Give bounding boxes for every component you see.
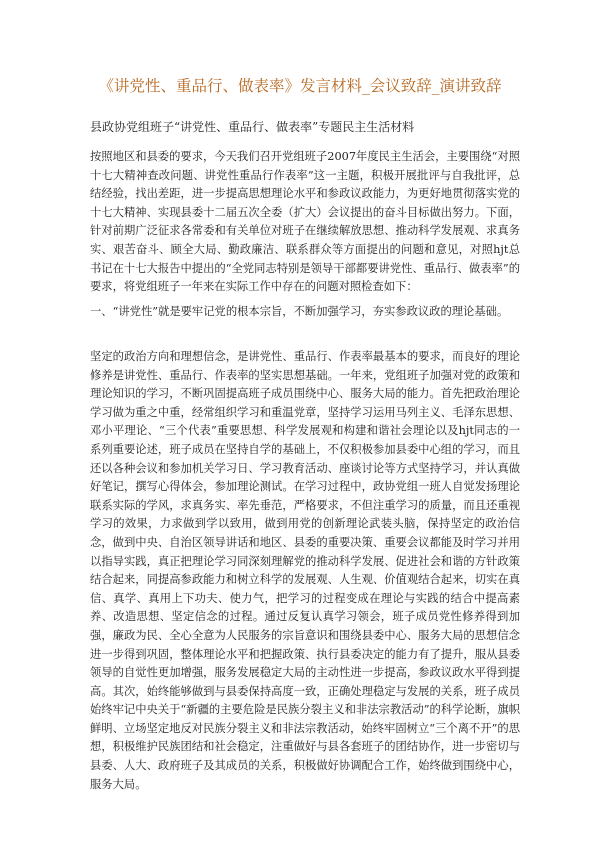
section-one-heading: 一、“讲党性”就是要牢记党的根本宗旨，不断加强学习，夯实参政议政的理论基础。	[90, 305, 509, 318]
intro-paragraph: 按照地区和县委的要求，今天我们召开党组班子2007年度民主生活会，主要围绕“对照十七大精神查改问题、讲党性重品行作表率”这一主题，积极开展批评与自我批评，总结经验，找出差距，进一步提高思想理论水平和参政议政能力，为更好地贯彻落实党的十七大精神、实现县委十二届五次全委（扩大）会议提出的奋斗目标做出努力。下面，针对前期广泛征求各常委和有关单位对班子在继续解放思想、推动科学发展观、求真务实、艰苦奋斗、顾全大局、勤政廉洁、联系群众等方面提出的问题和意见，对照hjt总书记在十七大报告中提出的“全党同志特别是领导干部都要讲党性、重品行、做表率”的要求，将党组班子一年来在实际工作中存在的问题对照检查如下：	[90, 150, 520, 294]
document-subtitle: 县政协党组班子“讲党性、重品行、做表率”专题民主生活材料	[90, 120, 415, 134]
document-title: 《讲党性、重品行、做表率》发言材料_会议致辞_演讲致辞	[98, 77, 502, 95]
body-paragraph: 坚定的政治方向和理想信念，是讲党性、重品行、作表率最基本的要求，而良好的理论修养是讲党性、重品行、作表率的坚实思想基础。一年来，党组班子加强对党的政策和理论知识的学习，不断巩固提高班子成员围绕中心、服务大局的能力。首先把政治理论学习做为重之中重，经常组织学习和重温党章，坚持学习运用马列主义、毛泽东思想、邓小平理论、“三个代表”重要思想、科学发展观和构建和谐社会理论以及hjt同志的一系列重要论述，班子成员在坚持自学的基础上，不仅积极参加县委中心组的学习，而且还以各种会议和参加机关学习日、学习教育活动、座谈讨论等方式坚持学习，并认真做好笔记，撰写心得体会，参加理论测试。在学习过程中，政协党组一班人自觉发扬理论联系实际的学风，求真务实、率先垂范，严格要求，不但注重学习的质量，而且还重视学习的效果，力求做到学以致用，做到用党的创新理论武装头脑，保持坚定的政治信念，做到中央、自治区领导讲话和地区、县委的重要决策、重要会议都能及时学习并用以指导实践，真正把理论学习同深刻理解党的推动科学发展、促进社会和谐的方针政策结合起来，同提高参政能力和树立科学的发展观、人生观、价值观结合起来，切实在真信、真学、真用上下功夫、使力气，把学习的过程变成在理论与实践的结合中提高素养、改造思想、坚定信念的过程。通过反复认真学习领会，班子成员党性修养得到加强，廉政为民、全心全意为人民服务的宗旨意识和围绕县委中心、服务大局的思想信念进一步得到巩固，整体理论水平和把握政策、执行县委决定的能力有了提升，服从县委领导的自觉性更加增强，服务发展稳定大局的主动性进一步提高，参政议政水平得到提高。其次，始终能够做到与县委保持高度一致，正确处理稳定与发展的关系，班子成员始终牢记中央关于“新疆的主要危险是民族分裂主义和非法宗教活动”的科学论断，旗帜鲜明、立场坚定地反对民族分裂主义和非法宗教活动，始终牢固树立“三个离不开”的思想，积极维护民族团结和社会稳定，注重做好与县各套班子的团结协作，进一步密切与县委、人大、政府班子及其成员的关系，积极做好协调配合工作，始终做到围绕中心，服务大局。	[90, 350, 520, 791]
